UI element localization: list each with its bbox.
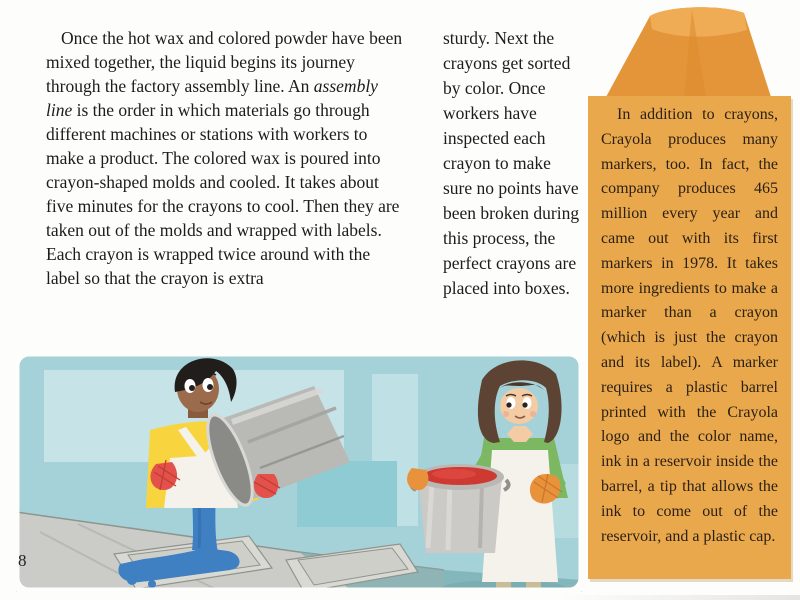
- woman-pupil: [522, 402, 527, 407]
- sidebar-text: In addition to crayons, Crayola produces many markers, too. In fact, the company produces 465 million every year and came out with its first markers in 1978. It takes more ingredients to make a marker than a crayon (which is just the crayon and its label). A marker requires a plastic barrel printed with the Crayola logo and the color name, ink in a reservoir inside the barrel, a tip that allows the ink to come out of the reservoir, and a plastic cap.: [601, 106, 778, 545]
- woman-blush: [503, 411, 509, 417]
- body-paragraph: sturdy. Next the crayons get sorted by color. Once workers have inspected each crayon to make sure no points have been broken during this process, the perfect crayons are placed into boxes.: [443, 28, 580, 298]
- man-pupil: [189, 385, 195, 391]
- paragraph-text: is the order in which materials go through different machines or stations with workers to make a product. The colored wax is poured into crayon-shaped molds and cooled. It takes about five minutes for the crayons to cool. Then they are taken out of the molds and wrapped with labels. Each crayon is wrapped twice around with the label so that the crayon is extra: [46, 100, 400, 288]
- page-number: 8: [18, 551, 27, 570]
- paragraph-text: Once the hot wax and colored powder have been mixed together, the liquid begins its journey through the factory assembly line. An: [46, 28, 403, 96]
- crayon-tip-cut: [650, 7, 747, 36]
- italic-term: assembly line: [46, 76, 378, 120]
- woman-pupil: [506, 402, 511, 407]
- main-text-column-2: [443, 26, 583, 301]
- body-paragraph: [46, 26, 404, 290]
- main-text-column-1: [46, 26, 404, 290]
- crayon-tip-icon: [588, 0, 793, 97]
- page-edge-shadow: [560, 595, 800, 600]
- man-pupil: [207, 384, 213, 390]
- factory-illustration: [14, 346, 586, 596]
- woman-blush: [530, 411, 536, 417]
- crayola-sidebar: [588, 96, 791, 579]
- woman-mitt: [407, 468, 428, 490]
